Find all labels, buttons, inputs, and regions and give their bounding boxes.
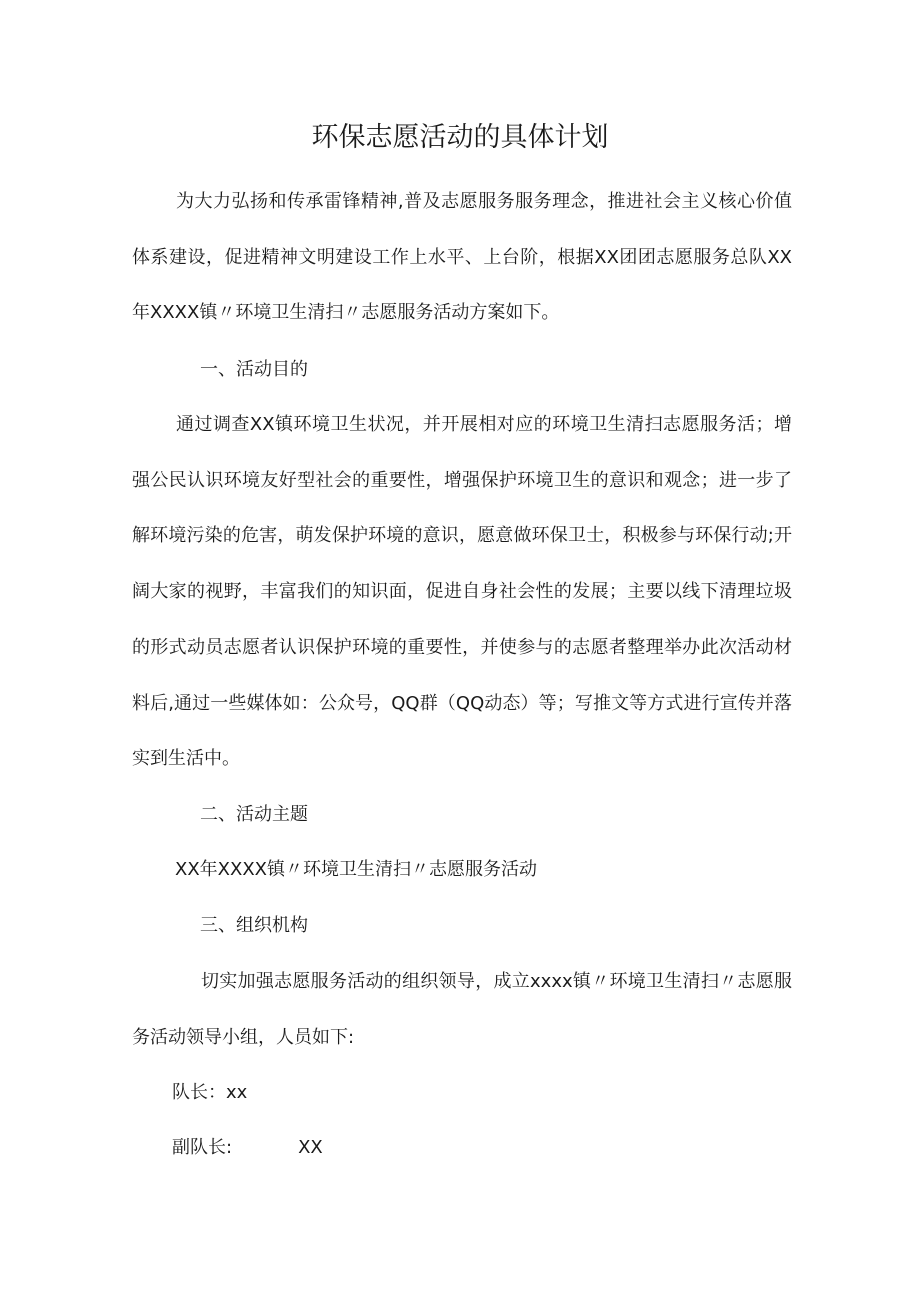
member-name: xx [226, 1082, 248, 1103]
member-role: 副队长: [172, 1137, 233, 1158]
section-heading-purpose: 一、活动目的 [200, 359, 308, 380]
section-heading-theme: 二、活动主题 [200, 804, 308, 825]
document-title: 环保志愿活动的具体计划 [311, 122, 609, 153]
activity-theme: XX年XXXX镇〃环境卫生清扫〃志愿服务活动 [175, 859, 537, 880]
organization-paragraph: 切实加强志愿服务活动的组织领导，成立xxxx镇〃环境卫生清扫〃志愿服务活动领导小组，人员如下: [132, 971, 792, 1048]
purpose-paragraph: 通过调查XX镇环境卫生状况，并开展相对应的环境卫生清扫志愿服务活；增强公民认识环境友好型社会的重要性，增强保护环境卫生的意识和观念；进一步了解环境污染的危害，萌发保护环境的意识，愿意做环保卫士，积极参与环保行动;开阔大家的视野，丰富我们的知识面，促进自身社会性的发展；主要以线下清理垃圾的形式动员志愿者认识保护环境的重要性，并使参与的志愿者整理举办此次活动材料后,通过一些媒体如：公众号，QQ群（QQ动态）等；写推文等方式进行宣传并落实到生活中。 [132, 414, 792, 770]
intro-paragraph: 为大力弘扬和传承雷锋精神,普及志愿服务服务理念，推进社会主义核心价值体系建设，促进精神文明建设工作上水平、上台阶，根据XX团团志愿服务总队XX年XXXX镇〃环境卫生清扫〃志愿服务活动方案如下。 [132, 191, 792, 324]
member-row-captain [172, 1078, 247, 1108]
section-heading-organization: 三、组织机构 [200, 915, 308, 936]
member-role: 队长： [172, 1082, 226, 1103]
member-row-vice-captain [172, 1133, 323, 1163]
member-name: XX [298, 1137, 323, 1158]
